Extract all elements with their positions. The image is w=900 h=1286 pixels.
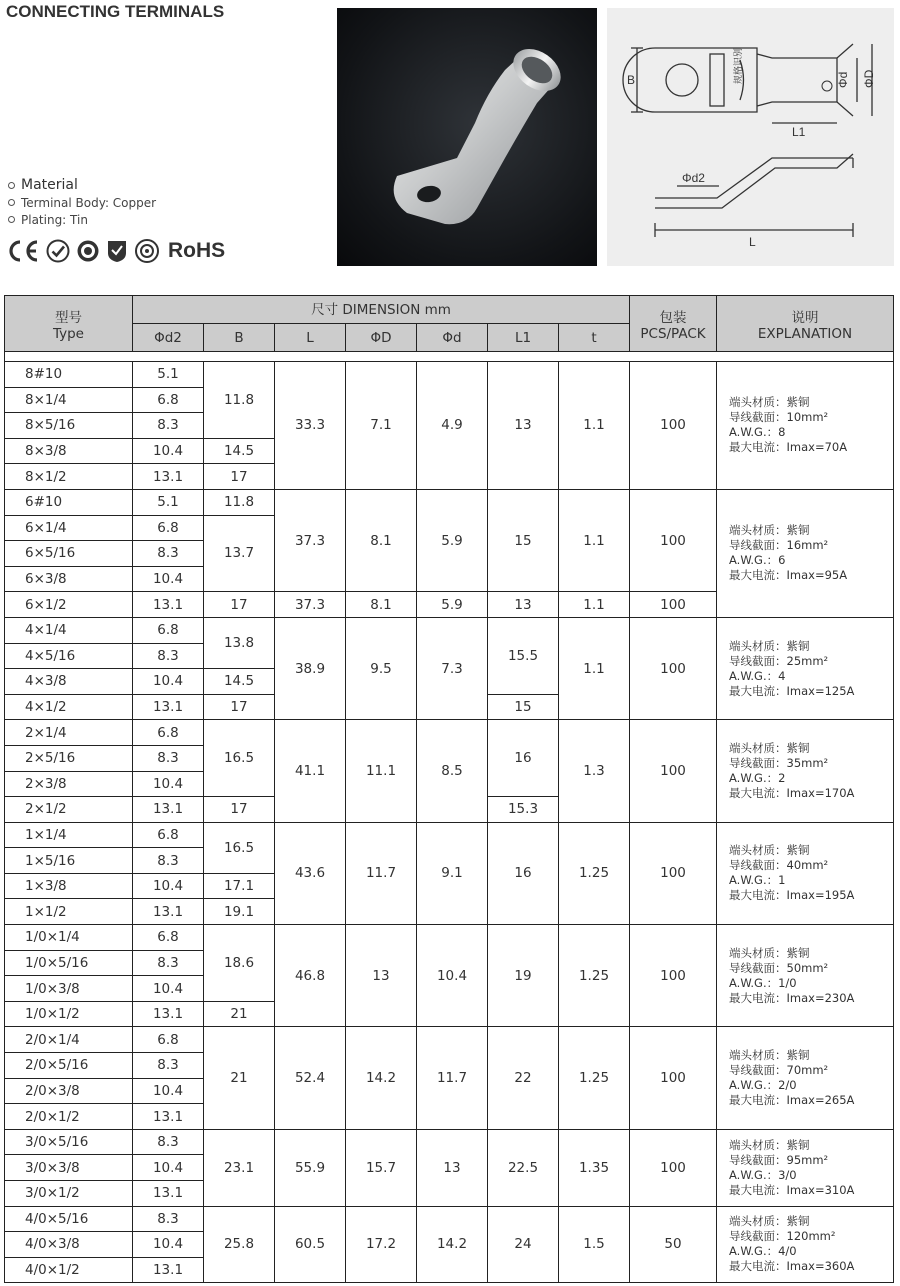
cell-t: 1.1 [559,617,630,719]
cell-d2: 8.3 [133,1053,204,1079]
cell-type: 2×1/4 [5,720,133,746]
cell-d2: 6.8 [133,515,204,541]
explanation-line: 最大电流：Imax=360A [729,1259,855,1274]
cell-d2: 8.3 [133,950,204,976]
cell-type: 2/0×1/2 [5,1104,133,1130]
explanation-line: 端头材质：紫铜 [729,945,810,960]
ce-mark-icon [6,239,40,263]
explanation-line: 端头材质：紫铜 [729,1214,810,1229]
cell-d2: 8.3 [133,541,204,567]
cell-type: 4×1/4 [5,617,133,643]
cell-type: 3/0×3/8 [5,1155,133,1181]
header-col-small-d: Φd [417,324,488,352]
cell-l: 41.1 [275,720,346,822]
cell-small-d: 14.2 [417,1206,488,1283]
header-pack: 包装 PCS/PACK [630,296,717,352]
cell-l: 37.3 [275,489,346,591]
explanation-line: 最大电流：Imax=310A [729,1182,855,1197]
cell-small-d: 5.9 [417,592,488,618]
check-seal-icon [46,239,70,263]
cell-l1: 19 [488,925,559,1027]
table-row [5,617,894,643]
cell-d2: 6.8 [133,720,204,746]
cell-type: 6#10 [5,489,133,515]
cell-type: 2×5/16 [5,745,133,771]
cell-type: 1/0×3/8 [5,976,133,1002]
cell-b: 25.8 [204,1206,275,1283]
cell-l: 60.5 [275,1206,346,1283]
explanation-line: A.W.G.：1 [729,873,786,888]
cell-big-d: 8.1 [346,592,417,618]
cell-b: 16.5 [204,822,275,873]
cell-type: 1×1/2 [5,899,133,925]
explanation-line: 导线截面：25mm² [729,653,829,668]
cell-l: 37.3 [275,592,346,618]
explanation-line: 导线截面：120mm² [729,1229,836,1244]
cell-d2: 13.1 [133,592,204,618]
cell-t: 1.1 [559,592,630,618]
cell-d2: 8.3 [133,643,204,669]
cell-type: 2×3/8 [5,771,133,797]
cell-type: 1/0×1/4 [5,925,133,951]
cell-t: 1.1 [559,489,630,591]
cell-big-d: 11.1 [346,720,417,822]
cell-type: 1×3/8 [5,873,133,899]
cell-l: 46.8 [275,925,346,1027]
cell-type: 1×1/4 [5,822,133,848]
cell-type: 6×1/2 [5,592,133,618]
cell-type: 8×5/16 [5,413,133,439]
explanation-line: 端头材质：紫铜 [729,843,810,858]
cell-d2: 10.4 [133,438,204,464]
cell-d2: 10.4 [133,1232,204,1258]
explanation-line: A.W.G.：1/0 [729,975,797,990]
cell-l: 52.4 [275,1027,346,1129]
table-spacer [5,352,894,362]
cell-l: 43.6 [275,822,346,924]
explanation-line: 导线截面：40mm² [729,858,829,873]
certification-logos [6,238,225,264]
cell-l1: 24 [488,1206,559,1283]
explanation-line: 最大电流：Imax=95A [729,568,848,583]
explanation-line: 导线截面：70mm² [729,1063,829,1078]
cell-b: 13.8 [204,617,275,668]
table-row [5,720,894,746]
material-item: Plating: Tin [21,212,88,227]
header-col-d2: Φd2 [133,324,204,352]
cell-type: 2/0×5/16 [5,1053,133,1079]
header-col-t: t [559,324,630,352]
cell-b: 13.7 [204,515,275,592]
cell-l1: 15 [488,694,559,720]
cell-b: 16.5 [204,720,275,797]
explanation-line: 导线截面：50mm² [729,960,829,975]
cell-l1: 22.5 [488,1129,559,1206]
cell-pack: 100 [630,489,717,591]
explanation-line: 端头材质：紫铜 [729,523,810,538]
explanation-line: A.W.G.：4/0 [729,1244,797,1259]
explanation-line: 最大电流：Imax=125A [729,683,855,698]
explanation-line: A.W.G.：2 [729,771,786,785]
cell-t: 1.5 [559,1206,630,1283]
cell-small-d: 5.9 [417,489,488,591]
cell-type: 6×3/8 [5,566,133,592]
cell-pack: 100 [630,592,717,618]
cell-type: 1×5/16 [5,848,133,874]
cell-b: 17.1 [204,873,275,899]
material-block [8,176,156,228]
cell-l1: 13 [488,362,559,490]
diagram-label-d: Φd [836,71,850,88]
spec-table-body [5,352,894,1283]
cell-big-d: 7.1 [346,362,417,490]
bullet-icon [8,216,15,223]
cell-l1: 22 [488,1027,559,1129]
technical-diagram [607,8,894,266]
cell-d2: 10.4 [133,566,204,592]
cell-type: 4×5/16 [5,643,133,669]
explanation-line: 最大电流：Imax=265A [729,1093,855,1108]
cell-explanation [717,617,894,719]
table-row [5,925,894,951]
spacer-cell [5,352,894,362]
rohs-label: RoHS [168,239,226,262]
cell-d2: 13.1 [133,694,204,720]
cell-pack: 100 [630,925,717,1027]
cell-t: 1.3 [559,720,630,822]
explanation-line: 导线截面：35mm² [729,756,829,770]
cell-pack: 50 [630,1206,717,1283]
cell-big-d: 11.7 [346,822,417,924]
header-explanation: 说明 EXPLANATION [717,296,894,352]
cell-b: 17 [204,797,275,823]
cell-explanation [717,720,894,822]
explanation-line: 导线截面：10mm² [729,410,829,425]
table-row [5,822,894,848]
cell-d2: 10.4 [133,976,204,1002]
cell-explanation [717,1027,894,1129]
explanation-line: 端头材质：紫铜 [729,1048,810,1063]
cell-b: 19.1 [204,899,275,925]
cell-d2: 8.3 [133,745,204,771]
cell-type: 1/0×1/2 [5,1001,133,1027]
cell-big-d: 9.5 [346,617,417,719]
cell-l: 55.9 [275,1129,346,1206]
cell-type: 2/0×3/8 [5,1078,133,1104]
explanation-line: 导线截面：95mm² [729,1152,829,1167]
table-row [5,362,894,388]
cell-d2: 8.3 [133,848,204,874]
diagram-label-l: L [749,235,756,249]
cell-small-d: 13 [417,1129,488,1206]
cell-type: 8×1/2 [5,464,133,490]
cell-type: 6×1/4 [5,515,133,541]
cell-d2: 6.8 [133,925,204,951]
cell-type: 4/0×3/8 [5,1232,133,1258]
cell-d2: 8.3 [133,413,204,439]
bullet-icon [8,182,15,189]
cell-type: 4/0×5/16 [5,1206,133,1232]
sgs-seal-icon [134,238,160,264]
explanation-line: 最大电流：Imax=70A [729,440,848,455]
cell-pack: 100 [630,720,717,822]
diagram-stamp: 规格识别 [734,47,744,84]
cell-l1: 15 [488,489,559,591]
cell-type: 4×1/2 [5,694,133,720]
diagram-label-l1: L1 [792,125,806,139]
header-dimension: 尺寸 DIMENSION mm [133,296,630,324]
cell-b: 11.8 [204,489,275,515]
cell-explanation [717,1206,894,1283]
page-title: CONNECTING TERMINALS [6,2,225,21]
cell-b: 14.5 [204,669,275,695]
cell-type: 8×3/8 [5,438,133,464]
cell-b: 17 [204,592,275,618]
explanation-line: 导线截面：16mm² [729,538,829,553]
cell-l1: 16 [488,822,559,924]
cell-d2: 10.4 [133,771,204,797]
explanation-line: 最大电流：Imax=170A [729,786,855,800]
cell-type: 3/0×5/16 [5,1129,133,1155]
cell-b: 21 [204,1001,275,1027]
cell-explanation [717,925,894,1027]
cell-type: 8×1/4 [5,387,133,413]
cell-big-d: 17.2 [346,1206,417,1283]
cell-b: 23.1 [204,1129,275,1206]
table-row [5,489,894,515]
explanation-line: 端头材质：紫铜 [729,638,810,653]
spec-table [4,295,894,1283]
explanation-line: A.W.G.：8 [729,425,786,440]
cell-b: 14.5 [204,438,275,464]
cell-d2: 6.8 [133,387,204,413]
table-row [5,1129,894,1155]
table-row [5,1027,894,1053]
cell-pack: 100 [630,362,717,490]
cell-type: 4×3/8 [5,669,133,695]
cell-l: 38.9 [275,617,346,719]
cell-small-d: 4.9 [417,362,488,490]
cell-d2: 13.1 [133,1001,204,1027]
explanation-line: 最大电流：Imax=195A [729,888,855,903]
cell-d2: 10.4 [133,1078,204,1104]
cell-b: 21 [204,1027,275,1129]
explanation-line: 端头材质：紫铜 [729,741,810,755]
cell-type: 6×5/16 [5,541,133,567]
diagram-label-big-d: ΦD [862,69,876,88]
cell-d2: 10.4 [133,669,204,695]
explanation-line: A.W.G.：6 [729,553,786,568]
cell-big-d: 8.1 [346,489,417,591]
cell-d2: 6.8 [133,617,204,643]
cell-big-d: 13 [346,925,417,1027]
cell-d2: 8.3 [133,1129,204,1155]
explanation-line: A.W.G.：4 [729,668,786,683]
cell-t: 1.35 [559,1129,630,1206]
cell-d2: 6.8 [133,1027,204,1053]
cell-pack: 100 [630,1129,717,1206]
cell-small-d: 7.3 [417,617,488,719]
cell-explanation [717,1129,894,1206]
cell-d2: 13.1 [133,797,204,823]
cell-b: 17 [204,694,275,720]
cell-l1: 15.3 [488,797,559,823]
cell-d2: 10.4 [133,873,204,899]
cell-small-d: 8.5 [417,720,488,822]
cell-d2: 8.3 [133,1206,204,1232]
bullet-icon [8,199,15,206]
cell-d2: 5.1 [133,489,204,515]
cell-t: 1.25 [559,1027,630,1129]
explanation-line: 最大电流：Imax=230A [729,990,855,1005]
material-heading: Material [21,177,78,193]
cell-b: 17 [204,464,275,490]
cell-pack: 100 [630,822,717,924]
table-row [5,1206,894,1232]
cell-d2: 13.1 [133,899,204,925]
shield-cert-icon [106,239,128,263]
explanation-line: 端头材质：紫铜 [729,395,810,410]
cell-small-d: 11.7 [417,1027,488,1129]
cell-small-d: 9.1 [417,822,488,924]
cell-big-d: 15.7 [346,1129,417,1206]
header-col-l1: L1 [488,324,559,352]
ccc-mark-icon [76,239,100,263]
cell-t: 1.1 [559,362,630,490]
cell-l: 33.3 [275,362,346,490]
cell-type: 3/0×1/2 [5,1181,133,1207]
explanation-line: A.W.G.：3/0 [729,1167,797,1182]
cell-type: 4/0×1/2 [5,1257,133,1283]
cell-type: 2×1/2 [5,797,133,823]
cell-d2: 13.1 [133,1104,204,1130]
cell-l1: 16 [488,720,559,797]
diagram-label-b: B [627,73,636,87]
cell-b: 18.6 [204,925,275,1002]
cell-t: 1.25 [559,925,630,1027]
cell-l1: 13 [488,592,559,618]
material-item: Terminal Body: Copper [21,195,157,210]
cell-pack: 100 [630,1027,717,1129]
cell-explanation [717,822,894,924]
cell-b: 11.8 [204,362,275,439]
cell-d2: 10.4 [133,1155,204,1181]
cell-small-d: 10.4 [417,925,488,1027]
header-type: 型号 Type [5,296,133,352]
product-photo [337,8,597,266]
cell-t: 1.25 [559,822,630,924]
cell-explanation [717,489,894,617]
cell-d2: 13.1 [133,1257,204,1283]
explanation-line: A.W.G.：2/0 [729,1078,797,1093]
cell-big-d: 14.2 [346,1027,417,1129]
header-col-big-d: ΦD [346,324,417,352]
header-col-b: B [204,324,275,352]
cell-d2: 6.8 [133,822,204,848]
cell-pack: 100 [630,617,717,719]
cell-explanation [717,362,894,490]
cell-d2: 5.1 [133,362,204,388]
cell-type: 1/0×5/16 [5,950,133,976]
cell-type: 2/0×1/4 [5,1027,133,1053]
diagram-label-d2: Φd2 [682,171,705,185]
cell-d2: 13.1 [133,1181,204,1207]
cell-type: 8#10 [5,362,133,388]
explanation-line: 端头材质：紫铜 [729,1137,810,1152]
header-col-l: L [275,324,346,352]
cell-l1: 15.5 [488,617,559,694]
cell-d2: 13.1 [133,464,204,490]
